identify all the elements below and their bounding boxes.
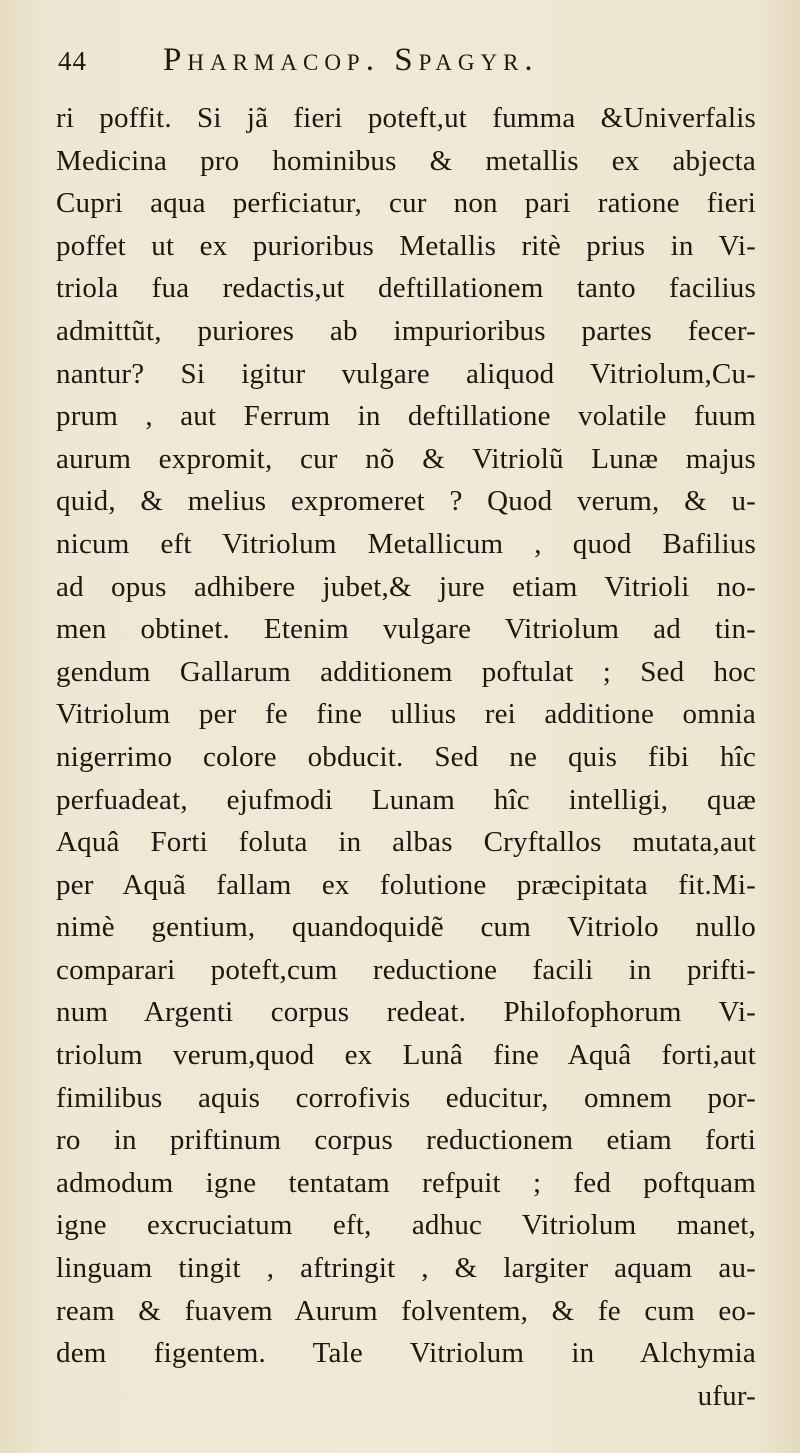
text-line: aurum expromit, cur nõ & Vitriolũ Lunæ majus [56,442,756,475]
text-line: nicum eft Vitriolum Metallicum , quod Bafilius [56,527,756,560]
text-line: nimè gentium, quandoquidẽ cum Vitriolo nullo [56,911,756,944]
text-line: igne excruciatum eft, adhuc Vitriolum manet, [56,1209,756,1242]
body-text [56,97,756,1417]
running-head: Pharmacop. Spagyr. [163,42,539,78]
catchword: ufur- [697,1379,756,1412]
text-line: admodum igne tentatam refpuit ; fed poftquam [56,1166,756,1199]
page-header [58,38,758,90]
text-line: ad opus adhibere jubet,& jure etiam Vitrioli no- [56,570,756,603]
text-line: quid, & melius expromeret ? Quod verum, & u- [56,485,756,518]
text-line: Vitriolum per fe fine ullius rei additione omnia [56,698,756,731]
text-line: triola fua redactis,ut deftillationem tanto facilius [56,272,756,305]
text-line: per Aquã fallam ex folutione præcipitata fit.Mi- [56,868,756,901]
page-number: 44 [58,46,87,76]
text-line: poffet ut ex purioribus Metallis ritè prius in Vi- [56,229,756,262]
text-line: Cupri aqua perficiatur, cur non pari ratione fieri [56,187,756,220]
text-line: nantur? Si igitur vulgare aliquod Vitriolum,Cu- [56,357,756,390]
text-line: ream & fuavem Aurum folventem, & fe cum eo- [56,1294,756,1327]
text-line: comparari poteft,cum reductione facili in prifti- [56,953,756,986]
text-line: perfuadeat, ejufmodi Lunam hîc intelligi, quæ [56,783,756,816]
text-line: ri poffit. Si jã fieri poteft,ut fumma &Univerfalis [56,102,756,134]
text-line: triolum verum,quod ex Lunâ fine Aquâ forti,aut [56,1039,756,1072]
text-line: prum , aut Ferrum in deftillatione volatile fuum [56,400,756,433]
text-line: dem figentem. Tale Vitriolum in Alchymia [56,1337,756,1370]
text-line: gendum Gallarum additionem poftulat ; Sed hoc [56,655,756,688]
text-line: ro in priftinum corpus reductionem etiam forti [56,1124,756,1157]
text-line: admittũt, puriores ab impurioribus partes fecer- [56,314,756,347]
text-line: num Argenti corpus redeat. Philofophorum Vi- [56,996,756,1029]
text-line: nigerrimo colore obducit. Sed ne quis fibi hîc [56,740,756,773]
text-line: linguam tingit , aftringit , & largiter aquam au- [56,1252,756,1285]
text-line: fimilibus aquis corrofivis educitur, omnem por- [56,1081,756,1114]
text-line: Aquâ Forti foluta in albas Cryftallos mutata,aut [56,826,756,859]
text-line: men obtinet. Etenim vulgare Vitriolum ad tin- [56,613,756,646]
text-line: Medicina pro hominibus & metallis ex abjecta [56,144,756,177]
